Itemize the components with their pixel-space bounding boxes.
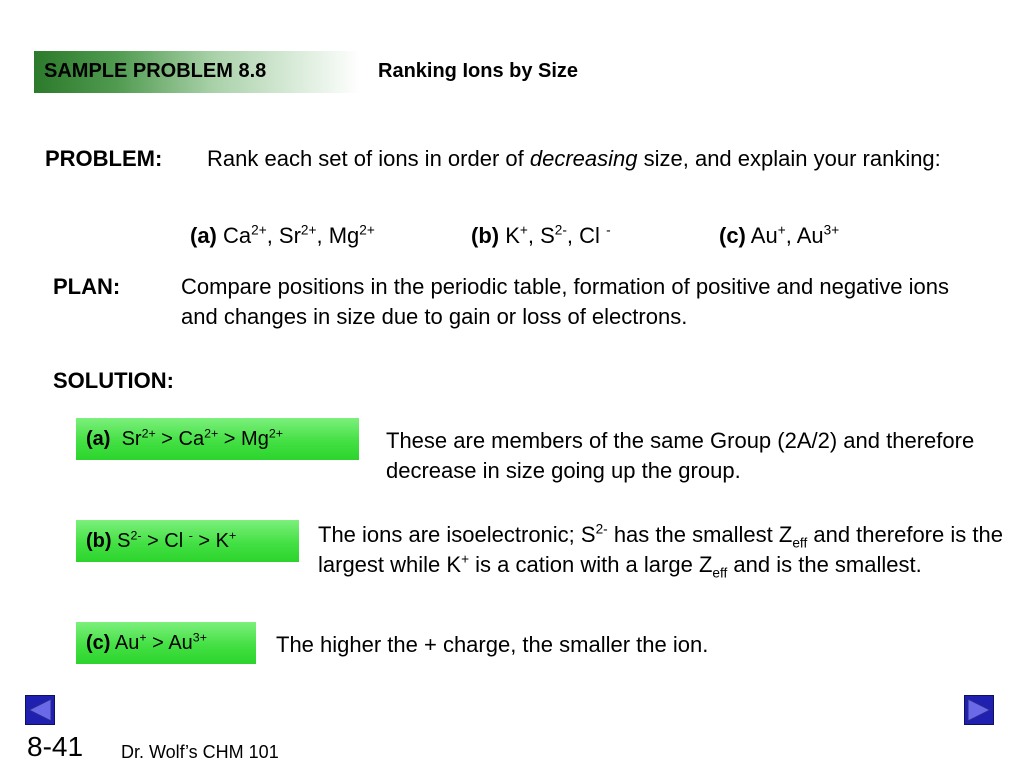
problem-text: [207, 144, 987, 174]
solution-b-label: (b): [86, 530, 112, 552]
sol-b-exp-5: and is the smallest.: [727, 552, 922, 577]
sol-b-exp-s-charge: 2-: [595, 521, 608, 537]
solution-a-label: (a): [86, 428, 111, 450]
ion-au3: Au: [796, 223, 824, 248]
ion-au3-charge: 3+: [823, 222, 840, 238]
previous-slide-button[interactable]: [25, 695, 55, 725]
sol-a-ion3-charge: 2+: [268, 426, 283, 441]
sol-b-exp-eff1: eff: [792, 535, 808, 551]
solution-a-explanation: These are members of the same Group (2A/2) and therefore decrease in size going up the group.: [386, 428, 975, 483]
solution-c-explanation: The higher the + charge, the smaller the ion.: [276, 632, 709, 657]
solution-a-box: (a) $Sr^{2+} > Ca^{2+} > Mg^{2+}$: [76, 418, 359, 460]
sol-b-exp-1: The ions are isoelectronic; S: [318, 522, 596, 547]
ion-ca-charge: 2+: [251, 222, 267, 238]
course-footer: Dr. Wolf’s CHM 101: [121, 742, 279, 762]
problem-label: PROBLEM:: [45, 146, 163, 171]
sol-a-ion3: Mg: [241, 428, 269, 450]
problem-title: Ranking Ions by Size: [378, 60, 579, 82]
sol-b-exp-4: is a cation with a large Z: [469, 552, 713, 577]
sol-c-ion2: Au: [168, 632, 193, 654]
sol-b-exp-eff2: eff: [712, 565, 728, 581]
ion-set-a: (a) $Ca^{2+}$, $Sr^{2+}$, $Mg^{2+}$: [190, 222, 375, 248]
sol-b-ion3: K: [215, 530, 230, 552]
sol-a-ion2: Ca: [178, 428, 205, 450]
sol-b-ion1: S: [117, 530, 131, 552]
slide-number: 8-41: [27, 731, 84, 762]
sol-c-ion2-charge: 3+: [192, 630, 207, 645]
ion-s-charge: 2-: [554, 222, 567, 238]
problem-text-before: Rank each set of ions in order of: [207, 146, 530, 171]
ion-k: K: [505, 223, 520, 248]
problem-text-after: size, and explain your ranking:: [637, 146, 941, 171]
solution-c-box: (c) $Au^+ > Au^{3+}$: [76, 622, 256, 664]
ion-set-c: (c) Au+, $Au^{3+}$: [719, 222, 840, 248]
problem-text-emphasis: decreasing: [529, 146, 638, 171]
ion-k-charge: +: [519, 222, 528, 238]
sample-problem-label: SAMPLE PROBLEM 8.8: [44, 60, 267, 82]
ion-cl: Cl: [579, 223, 600, 248]
solution-b-box: (b) $S^{2-} > Cl$ - > K+: [76, 520, 299, 562]
next-slide-button[interactable]: [964, 695, 994, 725]
triangle-left-icon: [26, 696, 54, 724]
sol-b-ion2: Cl: [164, 530, 184, 552]
sol-b-ion2-charge: -: [188, 528, 193, 543]
sol-a-ion2-charge: 2+: [204, 426, 219, 441]
ion-au1-charge: +: [777, 222, 786, 238]
sol-b-exp-3: and therefore is the largest while K: [318, 522, 1003, 577]
solution-c-label: (c): [86, 632, 111, 654]
ion-set-b: (b) K+, $S^{2-}$, Cl -: [471, 222, 611, 248]
sol-b-ion3-charge: +: [229, 528, 237, 543]
solution-b-explanation: [318, 520, 1008, 580]
sol-b-exp-2: has the smallest Z: [607, 522, 793, 547]
ion-au1: Au: [750, 223, 778, 248]
ion-set-b-label: (b): [471, 223, 500, 248]
ion-ca: Ca: [223, 223, 252, 248]
sol-a-ion1-charge: 2+: [141, 426, 156, 441]
ion-mg-charge: 2+: [359, 222, 375, 238]
ion-set-a-label: (a): [190, 223, 217, 248]
ion-set-c-label: (c): [719, 223, 746, 248]
ion-cl-charge: -: [606, 222, 611, 238]
sol-a-ion1: Sr: [121, 428, 142, 450]
ion-mg: Mg: [328, 223, 360, 248]
sol-b-ion1-charge: 2-: [130, 528, 142, 543]
ion-sr-charge: 2+: [300, 222, 317, 238]
plan-text: Compare positions in the periodic table, formation of positive and negative ions and changes in size due to gain or loss of electrons.: [181, 274, 950, 329]
ion-s: S: [540, 223, 555, 248]
sol-c-ion1: Au: [114, 632, 140, 654]
plan-label: PLAN:: [53, 274, 121, 299]
solution-label: SOLUTION:: [53, 368, 174, 393]
ion-sr: Sr: [278, 223, 301, 248]
triangle-right-icon: [965, 696, 993, 724]
sol-b-exp-k-charge: +: [461, 551, 470, 567]
sol-c-ion1-charge: +: [139, 630, 147, 645]
